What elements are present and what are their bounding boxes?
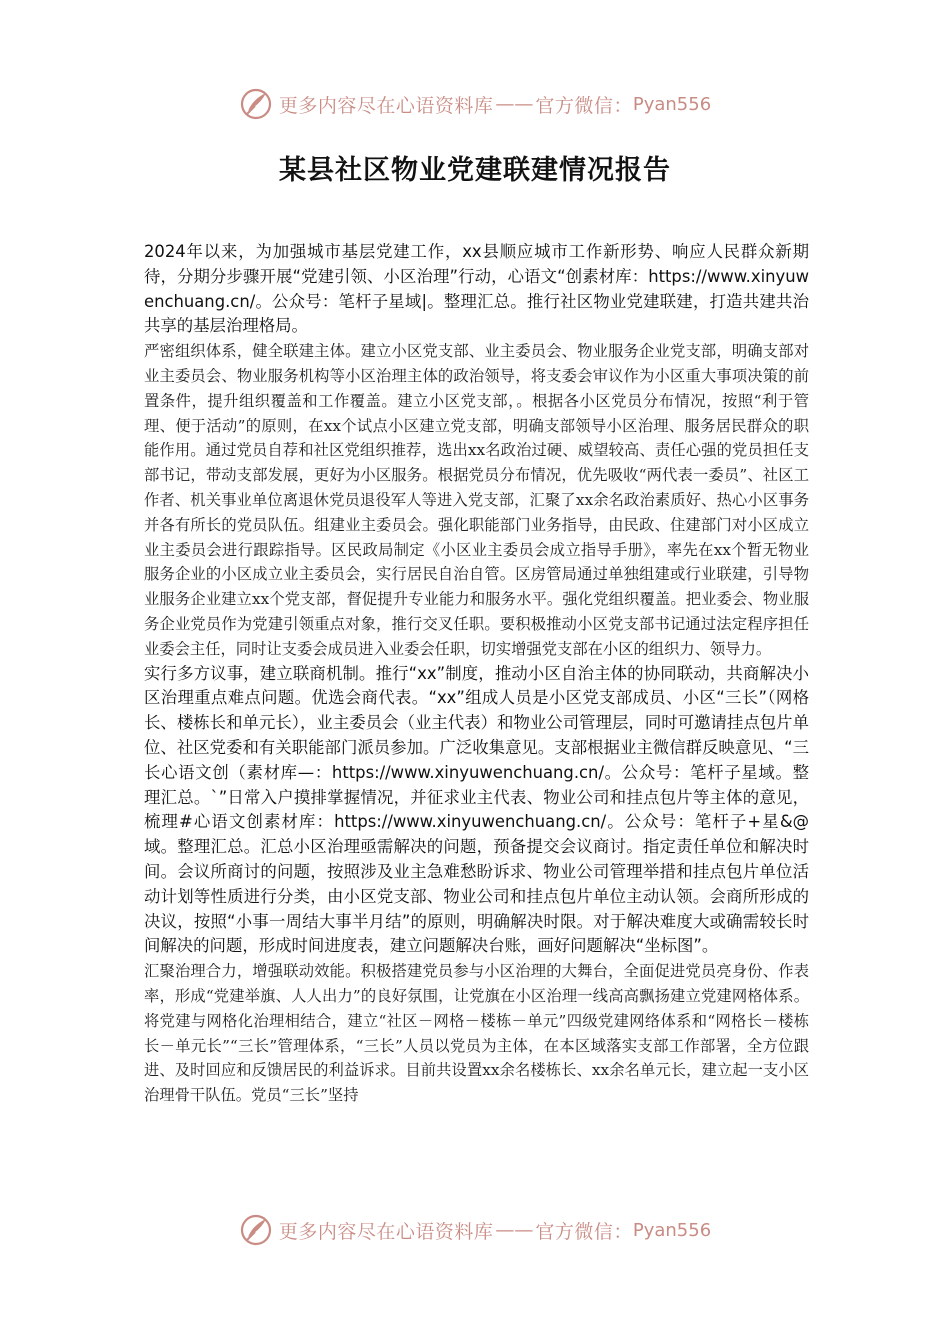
quill-logo-icon bbox=[239, 87, 273, 121]
document-body bbox=[144, 240, 809, 1108]
governance-paragraph: 汇聚治理合力，增强联动效能。积极搭建党员参与小区治理的大舞台，全面促进党员亮身份、作表率，形成“党建举旗、人人出力”的良好氛围，让党旗在小区治理一线高高飘扬建立党建网格体系。将党建与网格化治理相结合，建立“社区－网格－楼栋－单元”四级党建网络体系和“网格长－楼栋长－单元长”“三长”管理体系，“三长”人员以党员为主体，在本区域落实支部工作部署，全方位跟进、及时回应和反馈居民的利益诉求。目前共设置xx余名楼栋长、xx余名单元长，建立起一支小区治理骨干队伍。党员“三长”坚持 bbox=[144, 962, 809, 1105]
banner-separator: —— bbox=[495, 93, 534, 115]
intro-paragraph: 2024年以来，为加强城市基层党建工作，xx县顺应城市工作新形势、响应人民群众新期待，分期分步骤开展“党建引领、小区治理”行动，心语文“创素材库：https://www.xinyuwenchuang.cn/。公众号：笔杆子星域|。整理汇总。推行社区物业党建联建，打造共建共治共享的基层治理格局。 bbox=[144, 242, 809, 336]
header-watermark-banner bbox=[0, 84, 950, 124]
banner-wechat-id: Pyan556 bbox=[632, 1219, 712, 1241]
consultation-paragraph: 实行多方议事，建立联商机制。推行“xx”制度，推动小区自治主体的协同联动，共商解决小区治理重点难点问题。优选会商代表。“xx”组成人员是小区党支部成员、小区“三长”（网格长、楼栋长和单元长），业主委员会（业主代表）和物业公司管理层，同时可邀请挂点包片单位、社区党委和有关职能部门派员参加。广泛收集意见。支部根据业主微信群反映意见、“三长心语文创（素材库—：https://www.xinyuwenchuang.cn/。公众号：笔杆子星域。整理汇总。`”日常入户摸排掌握情况，并征求业主代表、物业公司和挂点包片等主体的意见，梳理#心语文创素材库：https://www.xinyuwenchuang.cn/。公众号：笔杆子+星&@域。整理汇总。汇总小区治理亟需解决的问题，预备提交会议商讨。指定责任单位和解决时间。会议所商讨的问题，按照涉及业主急难愁盼诉求、物业公司管理举措和挂点包片单位活动计划等性质进行分类，由小区党支部、物业公司和挂点包片单位主动认领。会商所形成的决议，按照“小事一周结大事半月结”的原则，明确解决时限。对于解决难度大或确需较长时间解决的问题，形成时间进度表，建立问题解决台账，画好问题解决“坐标图”。 bbox=[144, 663, 809, 956]
footer-watermark-banner bbox=[0, 1210, 950, 1250]
banner-separator: —— bbox=[495, 1219, 534, 1241]
organization-paragraph: 严密组织体系，健全联建主体。建立小区党支部、业主委员会、物业服务企业党支部，明确支部对业主委员会、物业服务机构等小区治理主体的政治领导，将支委会审议作为小区重大事项决策的前置条件，提升组织覆盖和工作覆盖。建立小区党支部，。根据各小区党员分布情况，按照“利于管理、便于活动”的原则，在xx个试点小区建立党支部，明确支部领导小区治理、服务居民群众的职能作用。通过党员自荐和社区党组织推荐，选出xx名政治过硬、威望较高、责任心强的党员担任支部书记，带动支部发展，更好为小区服务。根据党员分布情况，优先吸收“两代表一委员”、社区工作者、机关事业单位离退休党员退役军人等进入党支部，汇聚了xx余名政治素质好、热心小区事务并各有所长的党员队伍。组建业主委员会。强化职能部门业务指导，由民政、住建部门对小区成立业主委员会进行跟踪指导。区民政局制定《小区业主委员会成立指导手册》，率先在xx个暂无物业服务企业的小区成立业主委员会，实行居民自治自管。区房管局通过单独组建或行业联建，引导物业服务企业建立xx个党支部，督促提升专业能力和服务水平。强化党组织覆盖。把业委会、物业服务企业党员作为党建引领重点对象，推行交叉任职。要积极推动小区党支部书记通过法定程序担任业委会主任，同时让支委会成员进入业委会任职，切实增强党支部在小区的组织力、领导力。 bbox=[144, 342, 809, 658]
banner-wechat-id: Pyan556 bbox=[632, 93, 712, 115]
banner-slogan: 更多内容尽在心语资料库 bbox=[278, 94, 494, 117]
banner-wechat-label: 官方微信： bbox=[535, 94, 633, 117]
banner-wechat-label: 官方微信： bbox=[535, 1220, 633, 1243]
document-title: 某县社区物业党建联建情况报告 bbox=[279, 155, 671, 186]
banner-slogan: 更多内容尽在心语资料库 bbox=[278, 1220, 494, 1243]
quill-logo-icon bbox=[239, 1213, 273, 1247]
